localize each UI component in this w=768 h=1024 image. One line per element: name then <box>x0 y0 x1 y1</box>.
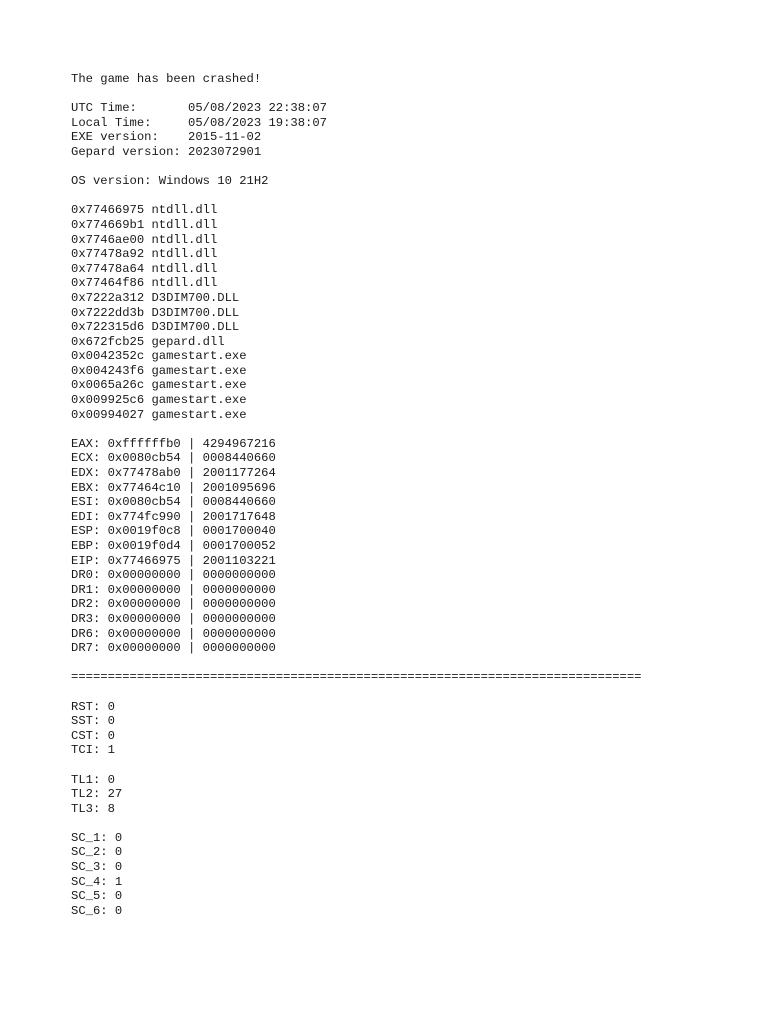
status-row: RST: 0 <box>71 699 115 714</box>
stack-frame: 0x672fcb25 gepard.dll <box>71 334 225 349</box>
gepard-version-line: Gepard version: 2023072901 <box>71 144 262 159</box>
tl-row: TL2: 27 <box>71 787 123 802</box>
sc-row: SC_6: 0 <box>71 903 123 918</box>
stack-frame: 0x722315d6 D3DIM700.DLL <box>71 320 240 335</box>
status-section <box>71 700 751 758</box>
utc-time-line: UTC Time: 05/08/2023 22:38:07 <box>71 101 327 116</box>
spacer <box>71 656 751 671</box>
spacer <box>71 422 751 437</box>
spacer <box>71 160 751 175</box>
sc-row: SC_4: 1 <box>71 874 123 889</box>
crash-report <box>71 72 751 918</box>
register-row: EBP: 0x0019f0d4 | 0001700052 <box>71 539 276 553</box>
stack-frame: 0x0042352c gamestart.exe <box>71 349 247 364</box>
sc-section <box>71 831 751 919</box>
info-section <box>71 101 751 159</box>
register-row: ECX: 0x0080cb54 | 0008440660 <box>71 451 276 466</box>
stack-frame: 0x77478a92 ntdll.dll <box>71 247 218 262</box>
stack-frame: 0x774669b1 ntdll.dll <box>71 217 218 232</box>
exe-version-line: EXE version: 2015-11-02 <box>71 130 262 145</box>
register-row: DR7: 0x00000000 | 0000000000 <box>71 641 276 656</box>
sc-row: SC_1: 0 <box>71 830 123 845</box>
spacer <box>71 758 751 773</box>
stack-frame: 0x7746ae00 ntdll.dll <box>71 232 218 247</box>
status-row: SST: 0 <box>71 714 115 729</box>
sc-row: SC_2: 0 <box>71 845 123 860</box>
register-row: EAX: 0xffffffb0 | 4294967216 <box>71 436 276 451</box>
os-version-line: OS version: Windows 10 21H2 <box>71 174 269 189</box>
stack-frame: 0x0065a26c gamestart.exe <box>71 378 247 393</box>
stack-frame: 0x004243f6 gamestart.exe <box>71 363 247 378</box>
tl-section <box>71 773 751 817</box>
tl-row: TL3: 8 <box>71 801 115 816</box>
register-row: ESP: 0x0019f0c8 | 0001700040 <box>71 524 276 539</box>
register-row: EIP: 0x77466975 | 2001103221 <box>71 553 276 568</box>
register-row: DR0: 0x00000000 | 0000000000 <box>71 568 276 583</box>
stack-frame: 0x009925c6 gamestart.exe <box>71 393 247 408</box>
register-row: EDI: 0x774fc990 | 2001717648 <box>71 509 276 524</box>
local-time-line: Local Time: 05/08/2023 19:38:07 <box>71 115 327 130</box>
stack-frame: 0x77478a64 ntdll.dll <box>71 261 218 276</box>
register-row: EDX: 0x77478ab0 | 2001177264 <box>71 466 276 481</box>
spacer <box>71 685 751 700</box>
spacer <box>71 816 751 831</box>
stack-frame: 0x7222dd3b D3DIM700.DLL <box>71 305 240 320</box>
register-row: DR2: 0x00000000 | 0000000000 <box>71 597 276 612</box>
register-row: DR3: 0x00000000 | 0000000000 <box>71 611 276 626</box>
stack-frame: 0x77466975 ntdll.dll <box>71 203 218 218</box>
tl-row: TL1: 0 <box>71 772 115 787</box>
separator-line: ============================================================================== <box>71 670 642 685</box>
crash-title: The game has been crashed! <box>71 72 262 86</box>
status-row: CST: 0 <box>71 728 115 743</box>
register-row: EBX: 0x77464c10 | 2001095696 <box>71 480 276 495</box>
register-row: ESI: 0x0080cb54 | 0008440660 <box>71 495 276 510</box>
register-row: DR6: 0x00000000 | 0000000000 <box>71 626 276 641</box>
stack-frame: 0x00994027 gamestart.exe <box>71 407 247 422</box>
register-row: DR1: 0x00000000 | 0000000000 <box>71 582 276 597</box>
register-dump <box>71 437 751 656</box>
sc-row: SC_5: 0 <box>71 889 123 904</box>
spacer <box>71 189 751 204</box>
spacer <box>71 87 751 102</box>
status-row: TCI: 1 <box>71 743 115 758</box>
stack-frame: 0x77464f86 ntdll.dll <box>71 276 218 291</box>
sc-row: SC_3: 0 <box>71 860 123 875</box>
stack-trace <box>71 203 751 422</box>
stack-frame: 0x7222a312 D3DIM700.DLL <box>71 290 240 305</box>
